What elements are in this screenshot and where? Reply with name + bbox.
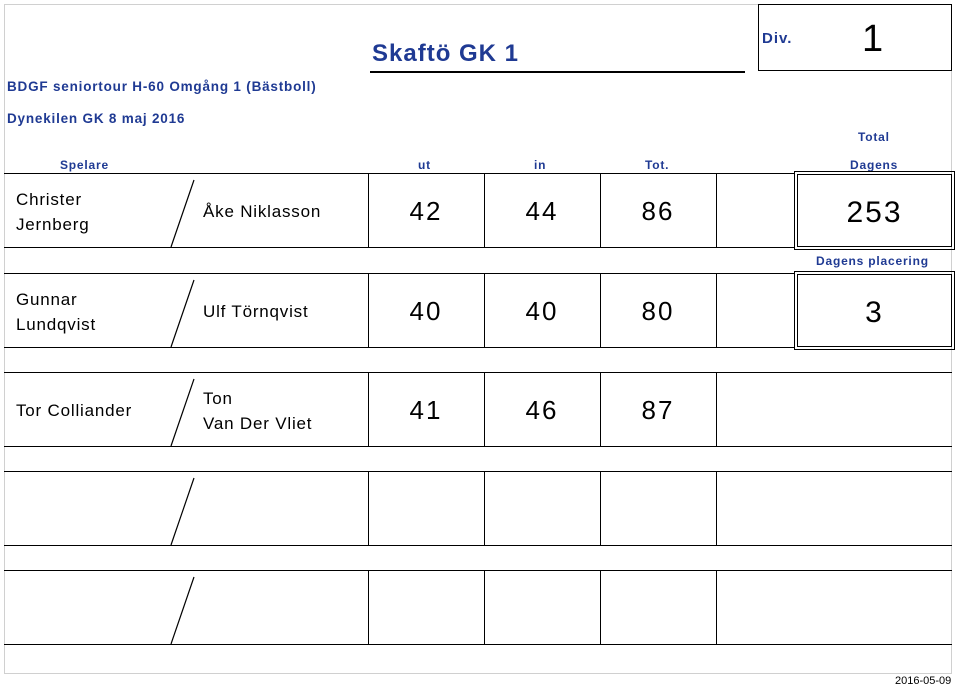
pair2-out: 40: [409, 296, 443, 326]
diagonal-separator: [171, 577, 194, 644]
pair3-player2: [203, 386, 312, 436]
total-header: Total: [858, 130, 890, 144]
pair3-player2-first: Ton: [203, 389, 233, 408]
dagens-header: Dagens: [850, 158, 899, 172]
club-name: Skaftö GK 1: [372, 40, 520, 67]
diagonal-separator: [171, 478, 194, 545]
pair1-player1-last: Jernberg: [16, 215, 90, 234]
tour-title: BDGF seniortour H-60 Omgång 1 (Bästboll): [7, 79, 317, 94]
footer-date: 2016-05-09: [895, 675, 952, 687]
pair2-player1-first: Gunnar: [16, 290, 78, 309]
pair3-tot: 87: [641, 395, 675, 425]
pair1-player2: Åke Niklasson: [203, 202, 322, 221]
out-header: ut: [418, 158, 431, 172]
pair2-in: 40: [525, 296, 559, 326]
pair1-in: 44: [525, 196, 559, 226]
pair2-tot: 80: [641, 296, 675, 326]
player-header: Spelare: [60, 158, 109, 172]
pair1-player1-first: Christer: [16, 190, 82, 209]
pair1-out: 42: [409, 196, 443, 226]
pair3-in: 46: [525, 395, 559, 425]
placement-header: Dagens placering: [816, 254, 929, 268]
diagonal-separator: [171, 280, 194, 347]
division-number: 1: [862, 18, 884, 60]
pair1-player1: [16, 187, 90, 237]
in-header: in: [534, 158, 547, 172]
tot-header: Tot.: [645, 158, 670, 172]
pair2-player1: [16, 287, 96, 337]
pair2-player1-last: Lundqvist: [16, 315, 96, 334]
pair3-player1: Tor Colliander: [16, 401, 133, 420]
pair1-tot: 86: [641, 196, 675, 226]
venue-date: Dynekilen GK 8 maj 2016: [7, 111, 186, 126]
total-today-value: 253: [846, 196, 903, 229]
diagonal-separator: [171, 379, 194, 446]
placement-today-value: 3: [865, 296, 884, 329]
diagonal-separator: [171, 180, 194, 247]
pair3-out: 41: [409, 395, 443, 425]
pair2-player2: Ulf Törnqvist: [203, 302, 309, 321]
division-label: Div.: [762, 30, 793, 47]
pair3-player2-last: Van Der Vliet: [203, 414, 313, 433]
